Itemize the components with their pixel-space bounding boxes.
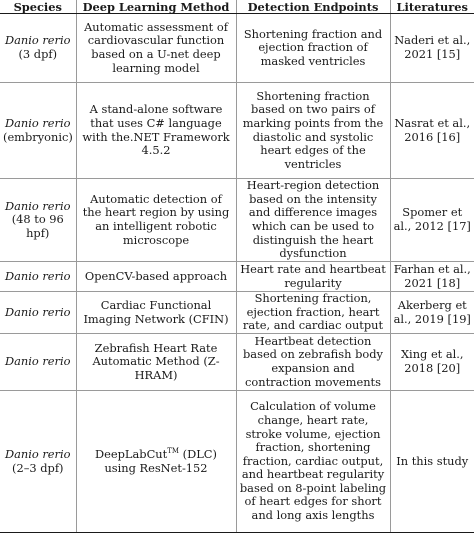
- endpoints-cell: Heartbeat detection based on zebrafish body expansion and contraction movements: [236, 334, 390, 391]
- method-cell: Automatic detection of the heart region by using an intelligent robotic microscope: [76, 179, 236, 262]
- species-stage: (48 to 96 hpf): [11, 212, 64, 240]
- header-literatures: Literatures: [390, 0, 474, 14]
- species-stage: (3 dpf): [18, 47, 58, 61]
- literature-cell: Nasrat et al., 2016 [16]: [390, 83, 474, 179]
- header-detection-endpoints: Detection Endpoints: [236, 0, 390, 14]
- endpoints-cell: Calculation of volume change, heart rate, stroke volume, ejection fraction, shortening fraction, cardiac output, and heartbeat regularity based on 8-point labeling of heart edges for short and long axis lengths: [236, 391, 390, 533]
- method-name: DeepLabCut: [95, 446, 168, 461]
- method-cell: Zebrafish Heart Rate Automatic Method (Z-HRAM): [76, 334, 236, 391]
- species-name: Danio rerio: [4, 115, 71, 130]
- literature-cell: In this study: [390, 391, 474, 533]
- species-cell: [0, 179, 76, 262]
- table-row: [0, 334, 474, 391]
- trademark-mark: TM: [167, 447, 180, 456]
- method-cell: [76, 391, 236, 533]
- table-row: [0, 262, 474, 292]
- method-cell: Automatic assessment of cardiovascular function based on a U-net deep learning model: [76, 14, 236, 83]
- table-row: [0, 292, 474, 334]
- endpoints-cell: Shortening fraction, ejection fraction, heart rate, and cardiac output: [236, 292, 390, 334]
- header-deep-learning-method: Deep Learning Method: [76, 0, 236, 14]
- method-cell: OpenCV-based approach: [76, 262, 236, 292]
- literature-cell: Spomer et al., 2012 [17]: [390, 179, 474, 262]
- endpoints-cell: Heart rate and heartbeat regularity: [236, 262, 390, 292]
- header-species: Species: [0, 0, 76, 14]
- species-name: Danio rerio: [4, 33, 71, 48]
- species-cell: [0, 14, 76, 83]
- method-cell: A stand-alone software that uses C# language with the.NET Framework 4.5.2: [76, 83, 236, 179]
- endpoints-cell: Shortening fraction and ejection fraction of masked ventricles: [236, 14, 390, 83]
- literature-cell: Akerberg et al., 2019 [19]: [390, 292, 474, 334]
- species-name: Danio rerio: [4, 198, 71, 213]
- table-row: [0, 179, 474, 262]
- table-row: [0, 391, 474, 533]
- header-row: [0, 0, 474, 14]
- method-suffix: (DLC) using ResNet-152: [104, 446, 217, 475]
- species-name: Danio rerio: [4, 268, 71, 283]
- species-cell: [0, 391, 76, 533]
- endpoints-cell: Shortening fraction based on two pairs of marking points from the diastolic and systolic heart edges of the ventricles: [236, 83, 390, 179]
- literature-cell: Farhan et al., 2021 [18]: [390, 262, 474, 292]
- species-cell: [0, 83, 76, 179]
- species-name: Danio rerio: [4, 304, 71, 319]
- literature-cell: Xing et al., 2018 [20]: [390, 334, 474, 391]
- literature-cell: Naderi et al., 2021 [15]: [390, 14, 474, 83]
- species-cell: [0, 334, 76, 391]
- species-stage: (2–3 dpf): [12, 460, 64, 475]
- species-name: Danio rerio: [4, 354, 71, 369]
- endpoints-cell: Heart-region detection based on the intensity and difference images which can be used to distinguish the heart dysfunction: [236, 179, 390, 262]
- species-name: Danio rerio: [4, 446, 71, 461]
- species-cell: [0, 292, 76, 334]
- table-row: [0, 14, 474, 83]
- species-stage: (embryonic): [3, 129, 73, 144]
- species-cell: [0, 262, 76, 292]
- table-row: [0, 83, 474, 179]
- method-cell: Cardiac Functional Imaging Network (CFIN): [76, 292, 236, 334]
